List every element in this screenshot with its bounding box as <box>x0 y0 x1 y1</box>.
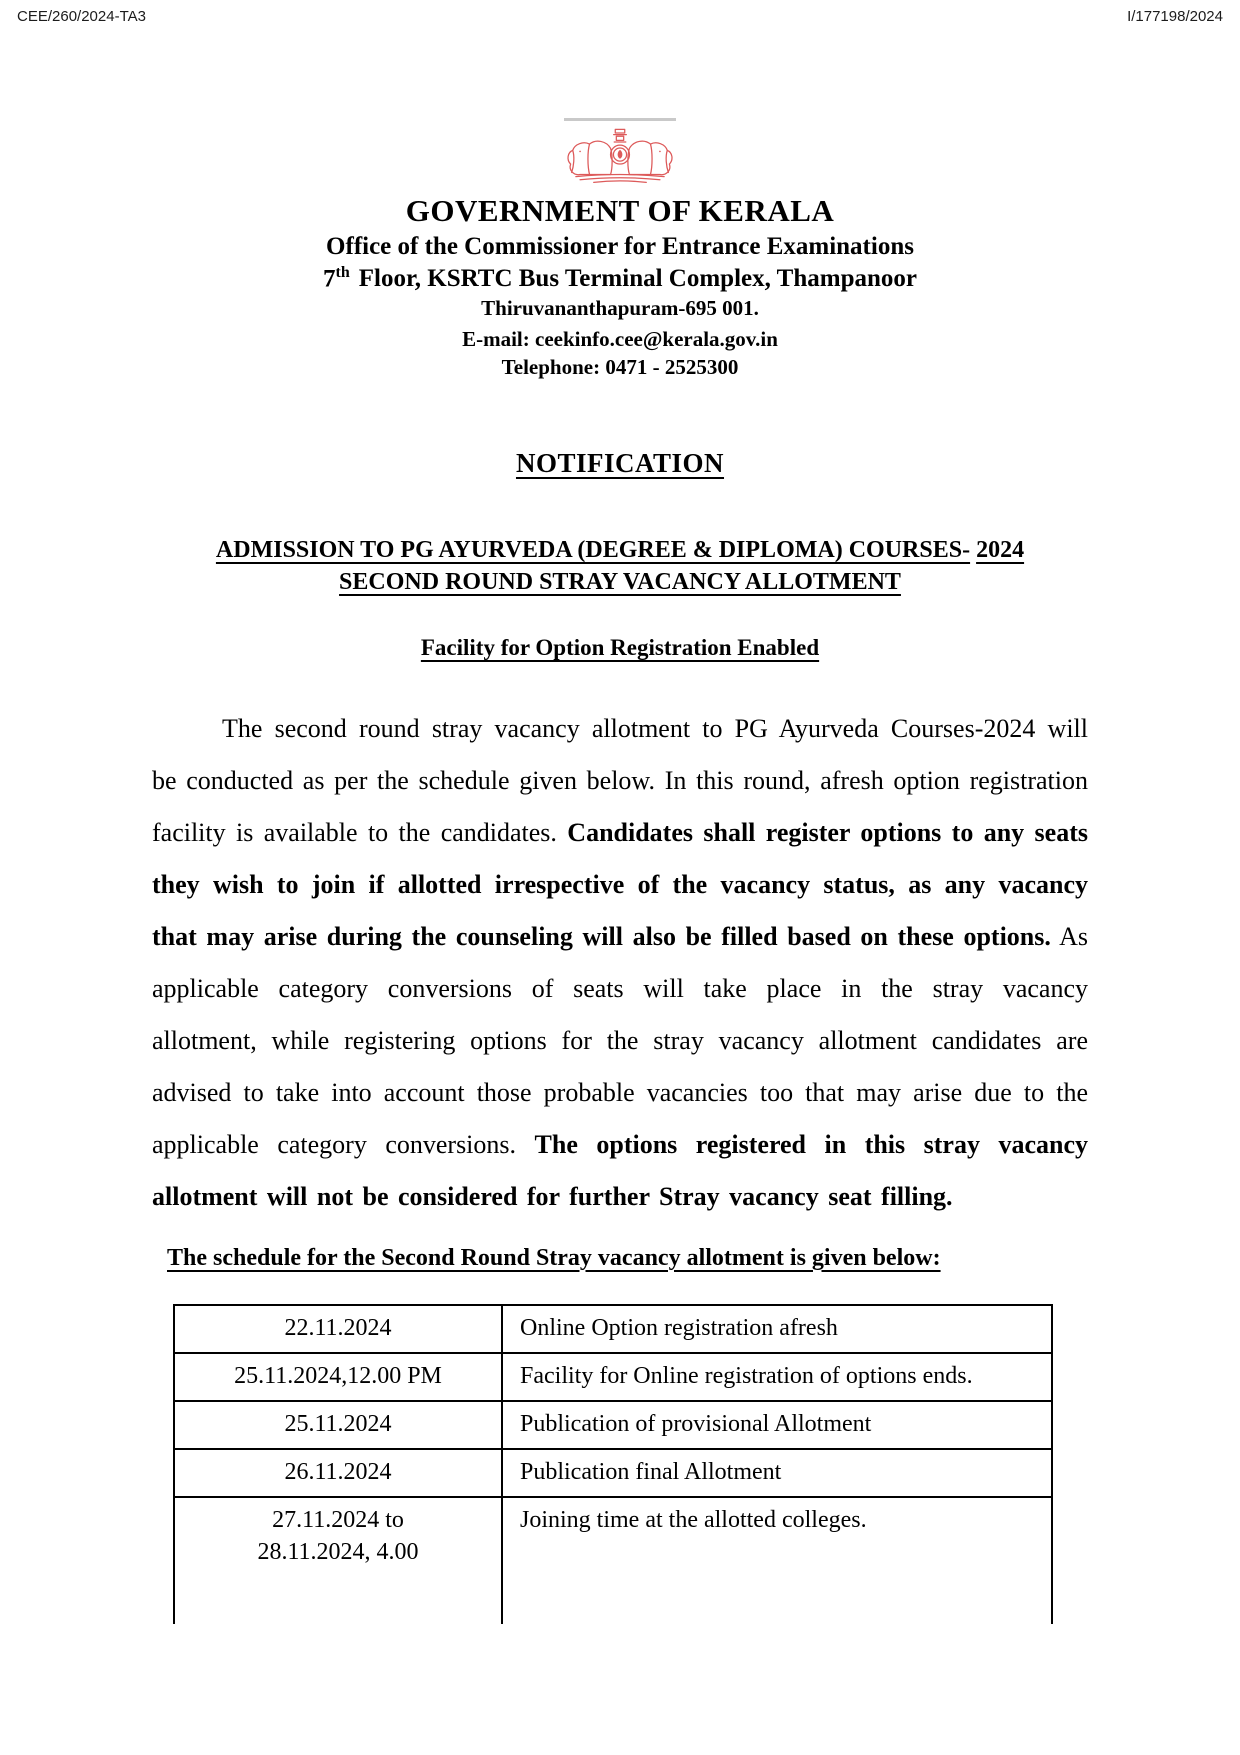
emblem-scan-line <box>564 118 676 121</box>
schedule-date-line: 28.11.2024, 4.00 <box>257 1538 419 1565</box>
file-reference-left: CEE/260/2024-TA3 <box>17 8 146 25</box>
city-line: Thiruvananthapuram-695 001. <box>481 296 759 321</box>
schedule-date-cell <box>173 1402 503 1448</box>
schedule-date-cell <box>173 1306 503 1352</box>
schedule-date-cell <box>173 1354 503 1400</box>
subject-line2 <box>0 567 1240 599</box>
notification-heading-text: NOTIFICATION <box>515 448 725 479</box>
schedule-table-row <box>173 1402 1053 1450</box>
address-line <box>0 264 1240 293</box>
email-line: E-mail: ceekinfo.cee@kerala.gov.in <box>462 327 778 352</box>
document-body <box>0 703 1240 1624</box>
subject-line1 <box>0 535 1240 567</box>
floor-ordinal: th <box>335 264 350 281</box>
paragraph-run: The second round stray vacancy allotment to PG Ayurveda Courses-2024 will be conducted as per the schedule given below. In this round, afresh option registration facility is available to the candidates. <box>152 713 1088 847</box>
schedule-heading <box>152 1245 1088 1272</box>
address-rest: Floor, KSRTC Bus Terminal Complex, Thampanoor <box>358 265 917 293</box>
kerala-emblem-block <box>561 118 679 184</box>
schedule-event-cell: Facility for Online registration of options ends. <box>503 1354 1053 1400</box>
schedule-event-cell: Joining time at the allotted colleges. <box>503 1498 1053 1623</box>
file-reference-right: I/177198/2024 <box>1127 8 1223 25</box>
schedule-table-row <box>173 1450 1053 1498</box>
facility-subtitle <box>0 635 1240 661</box>
schedule-table-row <box>173 1354 1053 1402</box>
schedule-date-line: 25.11.2024,12.00 PM <box>234 1362 442 1389</box>
schedule-date-line: 25.11.2024 <box>284 1411 392 1438</box>
body-paragraph <box>152 703 1088 1223</box>
schedule-heading-text: The schedule for the Second Round Stray vacancy allotment is given below: <box>167 1244 941 1271</box>
schedule-date-cell <box>173 1450 503 1496</box>
facility-subtitle-text: Facility for Option Registration Enabled <box>420 634 820 660</box>
phone-line: Telephone: 0471 - 2525300 <box>501 355 739 380</box>
floor-number: 7 <box>323 265 336 293</box>
kerala-government-emblem-icon <box>561 122 679 184</box>
schedule-table-row <box>173 1306 1053 1354</box>
paragraph-run: As applicable category conversions of seats will take place in the stray vacancy allotment, while registering options for the stray vacancy allotment candidates are advised to take into account those probable vacancies too that may arise due to the applicable category conversions. <box>152 921 1088 1159</box>
office-title: Office of the Commissioner for Entrance Examinations <box>326 233 914 260</box>
schedule-event-cell: Online Option registration afresh <box>503 1306 1053 1352</box>
notification-heading <box>0 448 1240 479</box>
schedule-date-line: 22.11.2024 <box>284 1314 392 1341</box>
letterhead <box>0 0 1240 380</box>
subject-line1-main: ADMISSION TO PG AYURVEDA (DEGREE & DIPLOMA) COURSES- <box>215 537 971 564</box>
paragraph-run-bold: The options registered in this stray vacancy allotment will not be considered for further Stray vacancy seat filling. <box>152 1129 1089 1211</box>
schedule-date-line: 27.11.2024 to <box>272 1507 404 1534</box>
subject-line1-year: 2024 <box>976 537 1025 564</box>
schedule-table <box>173 1304 1053 1624</box>
schedule-table-row <box>173 1498 1053 1623</box>
subject-block <box>0 535 1240 598</box>
schedule-event-cell: Publication final Allotment <box>503 1450 1053 1496</box>
government-title: GOVERNMENT OF KERALA <box>405 193 835 228</box>
schedule-date-line: 26.11.2024 <box>284 1459 392 1486</box>
schedule-event-cell: Publication of provisional Allotment <box>503 1402 1053 1448</box>
paragraph-run-bold: Candidates shall register options to any seats they wish to join if allotted irrespective of the vacancy status, as any vacancy that may arise during the counseling will also be filled based on these options. <box>152 817 1088 951</box>
schedule-date-cell <box>173 1498 503 1623</box>
subject-line2-text: SECOND ROUND STRAY VACANCY ALLOTMENT <box>339 569 901 595</box>
